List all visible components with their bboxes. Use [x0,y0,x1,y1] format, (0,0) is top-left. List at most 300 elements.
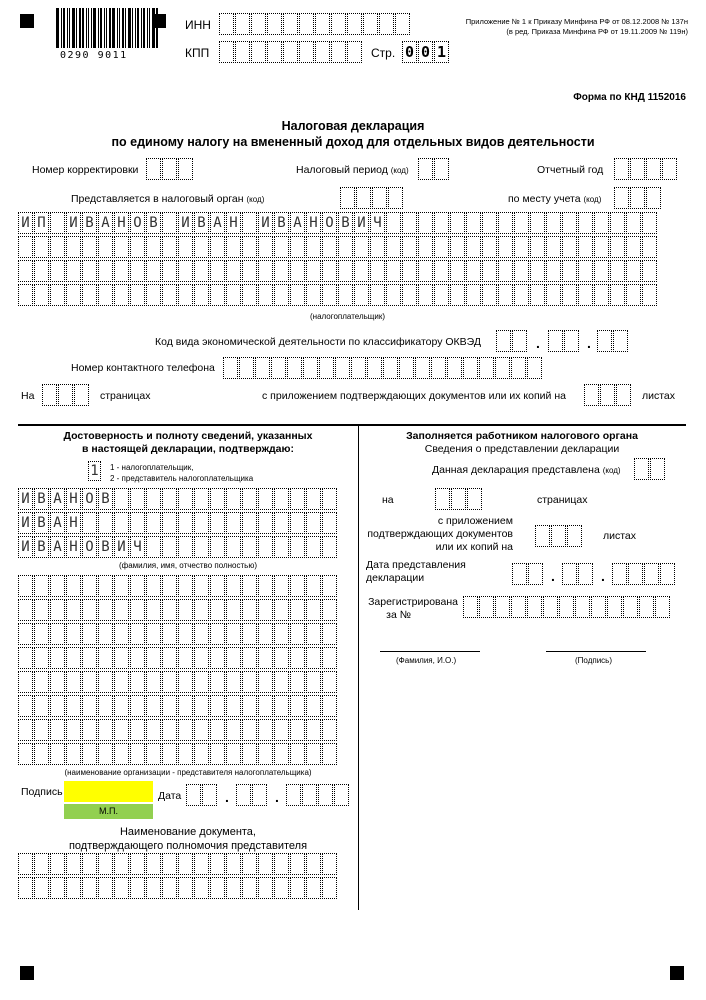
form-cell[interactable] [146,488,161,510]
form-cell[interactable] [146,284,161,306]
signature-area[interactable] [64,781,153,802]
form-cell[interactable] [66,647,81,669]
form-cell[interactable]: В [82,212,97,234]
taxpayer-name-row-1[interactable] [18,212,658,234]
form-cell[interactable]: А [290,212,305,234]
form-cell[interactable]: И [18,512,33,534]
form-cell[interactable] [146,877,161,899]
form-cell[interactable] [514,260,529,282]
form-cell[interactable] [274,877,289,899]
form-cell[interactable] [50,575,65,597]
form-cell[interactable] [450,236,465,258]
form-cell[interactable] [306,575,321,597]
form-cell[interactable] [466,260,481,282]
form-cell[interactable] [66,260,81,282]
form-cell[interactable] [82,623,97,645]
form-cell[interactable] [146,260,161,282]
form-cell[interactable] [354,284,369,306]
form-cell[interactable] [578,212,593,234]
form-cell[interactable] [466,236,481,258]
form-cell[interactable] [162,488,177,510]
form-cell[interactable] [331,13,346,35]
form-cell[interactable] [194,647,209,669]
form-cell[interactable] [34,236,49,258]
form-cell[interactable] [242,599,257,621]
form-cell[interactable] [258,695,273,717]
kpp-field[interactable] [219,41,363,63]
form-cell[interactable]: А [50,512,65,534]
form-cell[interactable] [290,284,305,306]
left-date-day[interactable] [186,784,218,806]
form-cell[interactable] [559,596,574,618]
form-cell[interactable] [267,41,282,63]
form-cell[interactable] [162,623,177,645]
form-cell[interactable]: И [18,536,33,558]
form-cell[interactable] [290,623,305,645]
form-cell[interactable] [274,719,289,741]
form-cell[interactable]: В [98,488,113,510]
form-cell[interactable] [564,330,579,352]
form-cell[interactable] [642,236,657,258]
form-cell[interactable] [114,260,129,282]
form-cell[interactable] [258,488,273,510]
form-cell[interactable] [614,187,629,209]
form-cell[interactable]: 1 [434,41,449,63]
form-cell[interactable] [18,575,33,597]
form-cell[interactable] [498,236,513,258]
form-cell[interactable] [351,357,366,379]
form-cell[interactable] [146,575,161,597]
form-cell[interactable] [613,330,628,352]
form-cell[interactable] [130,877,145,899]
org-name-row-2[interactable] [18,599,338,621]
left-date-year[interactable] [286,784,350,806]
form-cell[interactable] [274,488,289,510]
form-cell[interactable] [66,853,81,875]
form-cell[interactable] [614,158,629,180]
form-cell[interactable] [644,563,659,585]
form-cell[interactable] [18,877,33,899]
form-cell[interactable] [210,647,225,669]
form-cell[interactable] [322,536,337,558]
form-cell[interactable] [395,13,410,35]
form-cell[interactable] [290,236,305,258]
form-cell[interactable] [50,623,65,645]
form-cell[interactable] [290,671,305,693]
correction-number-field[interactable] [146,158,194,180]
form-cell[interactable] [194,877,209,899]
form-cell[interactable] [162,284,177,306]
form-cell[interactable] [178,236,193,258]
form-cell[interactable] [274,260,289,282]
form-cell[interactable] [594,284,609,306]
form-cell[interactable] [258,853,273,875]
form-cell[interactable] [322,877,337,899]
form-cell[interactable] [34,599,49,621]
form-cell[interactable] [267,13,282,35]
form-cell[interactable] [18,260,33,282]
form-cell[interactable] [306,488,321,510]
form-cell[interactable] [66,743,81,765]
form-cell[interactable] [210,512,225,534]
form-cell[interactable] [50,743,65,765]
form-cell[interactable] [482,212,497,234]
form-cell[interactable] [258,284,273,306]
form-cell[interactable] [162,599,177,621]
form-cell[interactable] [98,260,113,282]
form-cell[interactable] [178,877,193,899]
form-cell[interactable] [202,784,217,806]
form-cell[interactable] [58,384,73,406]
form-cell[interactable] [642,260,657,282]
form-cell[interactable]: Н [66,488,81,510]
form-cell[interactable] [114,647,129,669]
form-cell[interactable] [498,260,513,282]
form-cell[interactable] [194,719,209,741]
form-cell[interactable] [146,647,161,669]
form-cell[interactable] [242,512,257,534]
form-cell[interactable] [258,575,273,597]
form-cell[interactable] [226,743,241,765]
form-cell[interactable] [402,212,417,234]
form-cell[interactable] [74,384,89,406]
form-cell[interactable] [319,357,334,379]
form-cell[interactable] [306,671,321,693]
form-cell[interactable] [514,284,529,306]
form-cell[interactable] [306,719,321,741]
form-cell[interactable] [114,512,129,534]
form-cell[interactable]: И [258,212,273,234]
form-cell[interactable] [646,158,661,180]
form-cell[interactable] [498,284,513,306]
form-cell[interactable]: И [18,212,33,234]
form-cell[interactable] [434,158,449,180]
form-cell[interactable] [34,671,49,693]
form-cell[interactable] [82,599,97,621]
form-cell[interactable] [130,236,145,258]
form-cell[interactable] [82,695,97,717]
form-cell[interactable] [258,671,273,693]
form-cell[interactable] [66,671,81,693]
form-cell[interactable] [178,536,193,558]
form-cell[interactable] [322,260,337,282]
form-cell[interactable] [274,695,289,717]
form-cell[interactable] [50,260,65,282]
form-cell[interactable] [98,853,113,875]
form-cell[interactable] [322,488,337,510]
form-cell[interactable] [114,671,129,693]
form-cell[interactable] [274,236,289,258]
form-cell[interactable]: О [82,488,97,510]
form-cell[interactable] [194,284,209,306]
okved-field-1[interactable] [496,330,528,352]
form-cell[interactable] [306,512,321,534]
form-cell[interactable] [178,853,193,875]
form-cell[interactable] [388,187,403,209]
form-cell[interactable] [162,575,177,597]
form-cell[interactable] [274,647,289,669]
form-cell[interactable] [242,536,257,558]
form-cell[interactable] [546,260,561,282]
form-cell[interactable] [512,330,527,352]
form-cell[interactable] [447,357,462,379]
form-cell[interactable] [34,623,49,645]
form-cell[interactable] [82,719,97,741]
form-cell[interactable] [98,599,113,621]
form-cell[interactable] [283,41,298,63]
form-cell[interactable] [646,187,661,209]
form-cell[interactable] [322,671,337,693]
form-cell[interactable] [98,877,113,899]
form-cell[interactable]: В [194,212,209,234]
form-cell[interactable] [194,671,209,693]
form-cell[interactable] [226,488,241,510]
form-cell[interactable] [18,719,33,741]
form-cell[interactable] [322,512,337,534]
form-cell[interactable] [575,596,590,618]
authority-doc-row-1[interactable] [18,853,338,875]
form-cell[interactable] [210,743,225,765]
form-cell[interactable] [178,488,193,510]
form-cell[interactable] [18,599,33,621]
form-cell[interactable] [178,719,193,741]
form-cell[interactable] [306,260,321,282]
form-cell[interactable] [162,260,177,282]
form-cell[interactable] [66,719,81,741]
form-cell[interactable]: Н [306,212,321,234]
form-cell[interactable] [514,236,529,258]
form-cell[interactable] [242,695,257,717]
form-cell[interactable] [114,575,129,597]
form-cell[interactable] [98,623,113,645]
form-cell[interactable] [98,236,113,258]
form-cell[interactable] [479,357,494,379]
form-cell[interactable] [562,563,577,585]
form-cell[interactable] [242,236,257,258]
form-cell[interactable] [219,13,234,35]
tax-authority-field[interactable] [340,187,404,209]
form-cell[interactable] [578,284,593,306]
form-cell[interactable] [162,212,177,234]
form-cell[interactable] [528,563,543,585]
form-cell[interactable] [34,877,49,899]
org-name-row-6[interactable] [18,695,338,717]
form-cell[interactable] [290,575,305,597]
form-cell[interactable] [597,330,612,352]
form-cell[interactable] [315,41,330,63]
form-cell[interactable] [252,784,267,806]
form-cell[interactable] [450,260,465,282]
submission-date-month[interactable] [562,563,594,585]
form-cell[interactable] [146,671,161,693]
form-cell[interactable] [512,563,527,585]
form-cell[interactable] [274,623,289,645]
form-cell[interactable] [162,512,177,534]
form-cell[interactable] [130,488,145,510]
taxpayer-name-row-3[interactable] [18,260,658,282]
form-cell[interactable] [235,41,250,63]
form-cell[interactable] [18,671,33,693]
pages-count-field[interactable] [42,384,90,406]
form-cell[interactable] [146,853,161,875]
form-cell[interactable] [210,877,225,899]
form-cell[interactable]: А [210,212,225,234]
form-cell[interactable] [258,512,273,534]
form-cell[interactable] [299,41,314,63]
form-cell[interactable] [210,236,225,258]
form-cell[interactable]: В [34,536,49,558]
phone-field[interactable] [223,357,543,379]
form-cell[interactable] [226,260,241,282]
form-cell[interactable] [82,236,97,258]
form-cell[interactable] [226,575,241,597]
form-cell[interactable] [34,260,49,282]
form-cell[interactable] [274,599,289,621]
form-cell[interactable] [194,488,209,510]
form-cell[interactable] [178,599,193,621]
form-cell[interactable] [655,596,670,618]
form-cell[interactable] [258,236,273,258]
form-cell[interactable]: В [98,536,113,558]
form-cell[interactable] [271,357,286,379]
form-cell[interactable] [114,236,129,258]
form-cell[interactable] [242,719,257,741]
form-cell[interactable] [178,671,193,693]
form-cell[interactable] [162,671,177,693]
form-cell[interactable] [194,260,209,282]
form-cell[interactable] [130,647,145,669]
form-cell[interactable] [194,512,209,534]
form-cell[interactable] [130,575,145,597]
form-cell[interactable] [290,647,305,669]
form-cell[interactable] [178,158,193,180]
form-cell[interactable] [178,695,193,717]
form-cell[interactable] [258,260,273,282]
form-cell[interactable] [331,41,346,63]
form-cell[interactable] [290,536,305,558]
form-cell[interactable] [223,357,238,379]
form-cell[interactable] [146,623,161,645]
form-cell[interactable] [114,853,129,875]
form-cell[interactable] [418,236,433,258]
form-cell[interactable] [114,719,129,741]
form-cell[interactable] [535,525,550,547]
form-cell[interactable]: В [34,488,49,510]
form-cell[interactable] [402,260,417,282]
form-cell[interactable] [82,853,97,875]
form-cell[interactable] [306,695,321,717]
form-cell[interactable] [274,743,289,765]
form-cell[interactable] [50,212,65,234]
form-cell[interactable] [434,284,449,306]
form-cell[interactable] [306,236,321,258]
form-cell[interactable] [50,647,65,669]
form-cell[interactable] [290,488,305,510]
form-cell[interactable] [338,260,353,282]
form-cell[interactable] [66,599,81,621]
form-cell[interactable] [306,623,321,645]
form-cell[interactable] [178,284,193,306]
form-cell[interactable] [354,260,369,282]
form-cell[interactable] [210,575,225,597]
form-cell[interactable] [42,384,57,406]
form-cell[interactable] [98,575,113,597]
form-cell[interactable] [386,236,401,258]
form-cell[interactable] [114,877,129,899]
form-cell[interactable] [50,877,65,899]
form-cell[interactable] [226,536,241,558]
form-cell[interactable]: А [50,488,65,510]
form-cell[interactable] [435,488,450,510]
form-cell[interactable] [50,719,65,741]
form-cell[interactable]: И [66,212,81,234]
org-name-row-7[interactable] [18,719,338,741]
form-cell[interactable] [383,357,398,379]
form-cell[interactable] [290,695,305,717]
form-cell[interactable] [634,458,649,480]
form-cell[interactable] [82,512,97,534]
form-cell[interactable] [50,671,65,693]
form-cell[interactable] [34,743,49,765]
form-cell[interactable] [194,599,209,621]
form-cell[interactable] [594,260,609,282]
form-cell[interactable] [578,563,593,585]
form-cell[interactable] [178,512,193,534]
form-cell[interactable] [290,719,305,741]
form-cell[interactable] [178,647,193,669]
org-name-row-1[interactable] [18,575,338,597]
form-cell[interactable] [290,599,305,621]
form-cell[interactable] [210,488,225,510]
form-cell[interactable] [363,13,378,35]
form-cell[interactable] [302,784,317,806]
form-cell[interactable] [418,158,433,180]
form-cell[interactable] [562,260,577,282]
form-cell[interactable] [306,284,321,306]
form-cell[interactable] [50,853,65,875]
form-cell[interactable] [251,41,266,63]
form-cell[interactable] [567,525,582,547]
form-cell[interactable] [594,236,609,258]
form-cell[interactable] [18,743,33,765]
submission-date-year[interactable] [612,563,676,585]
form-cell[interactable] [306,647,321,669]
form-cell[interactable] [594,212,609,234]
form-cell[interactable] [242,575,257,597]
form-cell[interactable] [466,212,481,234]
form-cell[interactable] [66,575,81,597]
form-cell[interactable] [82,284,97,306]
form-cell[interactable] [242,284,257,306]
form-cell[interactable]: И [178,212,193,234]
submitted-code-field[interactable] [634,458,666,480]
form-cell[interactable] [607,596,622,618]
form-cell[interactable] [626,212,641,234]
form-cell[interactable] [50,599,65,621]
form-cell[interactable] [226,695,241,717]
form-cell[interactable] [114,284,129,306]
form-cell[interactable]: 0 [418,41,433,63]
form-cell[interactable] [82,260,97,282]
form-cell[interactable] [322,236,337,258]
form-cell[interactable] [496,330,511,352]
form-cell[interactable] [178,575,193,597]
form-cell[interactable] [662,158,677,180]
form-cell[interactable] [527,596,542,618]
form-cell[interactable] [34,647,49,669]
form-cell[interactable] [347,13,362,35]
form-cell[interactable] [451,488,466,510]
